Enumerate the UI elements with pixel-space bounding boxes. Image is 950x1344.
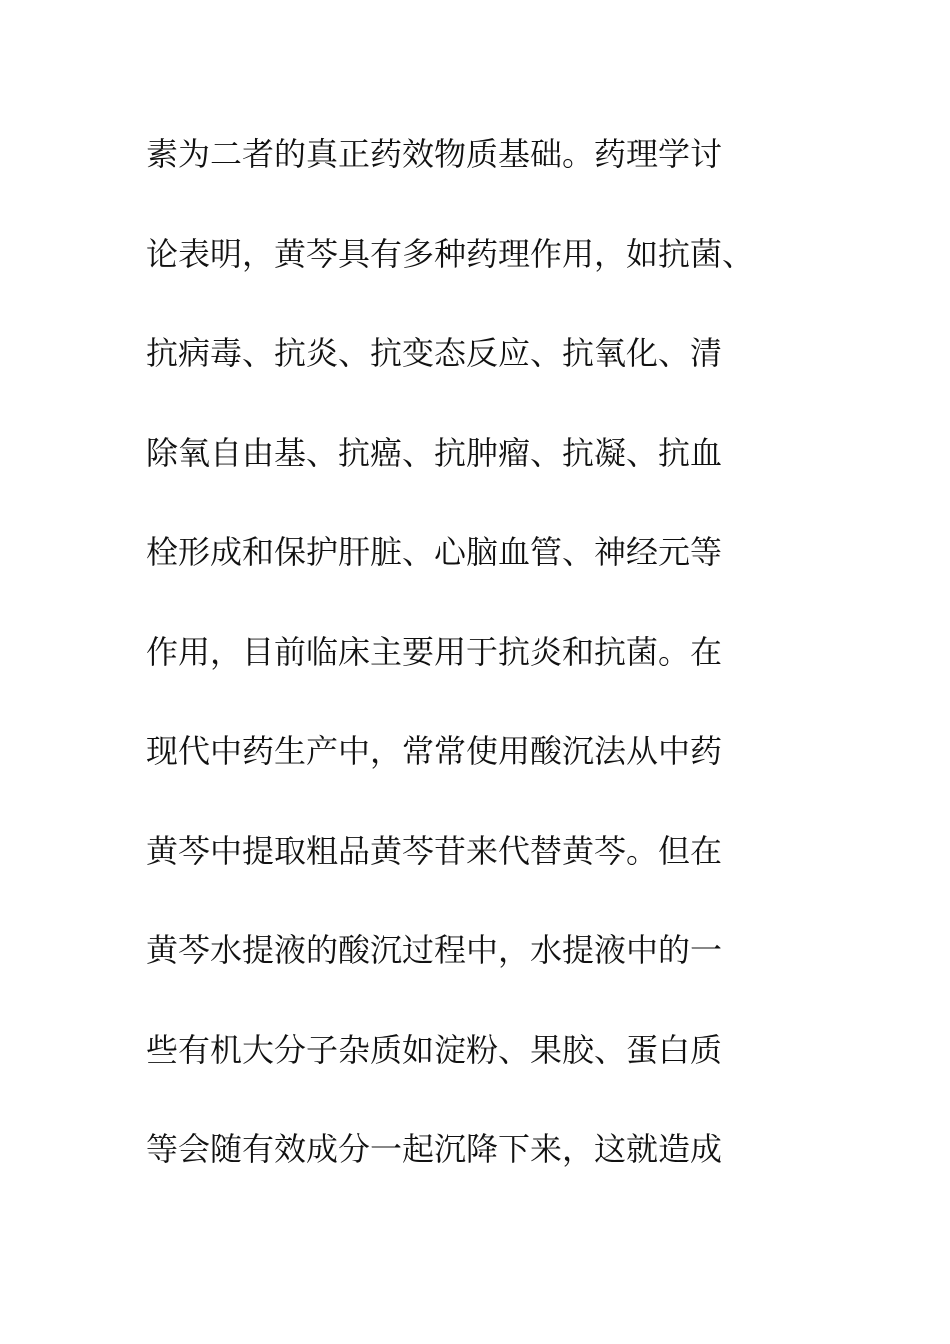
text-line: 素为二者的真正药效物质基础。药理学讨 <box>146 135 723 173</box>
text-line: 抗病毒、抗炎、抗变态反应、抗氧化、清 <box>146 334 723 372</box>
text-line: 栓形成和保护肝脏、心脑血管、神经元等 <box>146 533 723 571</box>
text-line: 黄芩中提取粗品黄芩苷来代替黄芩。但在 <box>146 831 723 870</box>
text-line: 论表明，黄芩具有多种药理作用，如抗菌、 <box>146 234 755 273</box>
text-line: 些有机大分子杂质如淀粉、果胶、蛋白质 <box>146 1030 723 1069</box>
text-line: 除氧自由基、抗癌、抗肿瘤、抗凝、抗血 <box>146 433 723 472</box>
text-line: 黄芩水提液的酸沉过程中，水提液中的一 <box>146 931 723 969</box>
body-paragraph <box>146 128 826 1223</box>
text-line: 等会随有效成分一起沉降下来，这就造成 <box>146 1130 723 1168</box>
text-line: 作用，目前临床主要用于抗炎和抗菌。在 <box>146 632 723 671</box>
text-line: 现代中药生产中，常常使用酸沉法从中药 <box>146 732 723 770</box>
